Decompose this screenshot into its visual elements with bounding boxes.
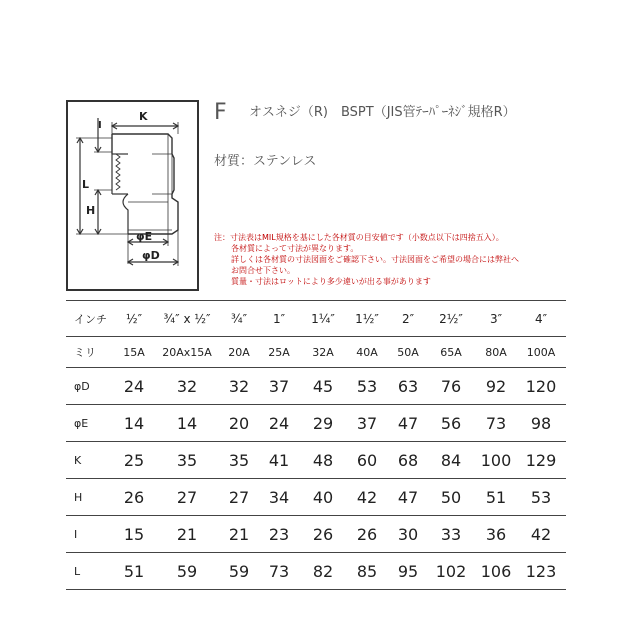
mm-cell: 50A — [390, 337, 426, 368]
value-cell: 37 — [344, 405, 390, 442]
inch-cell: 2½″ — [426, 301, 476, 337]
value-cell: 56 — [426, 405, 476, 442]
inch-cell: 1½″ — [344, 301, 390, 337]
note-line: 質量・寸法はロットにより多少違いが出る事があります — [231, 277, 431, 286]
row-header: I — [66, 516, 116, 553]
label-phi-d: φD — [142, 249, 160, 262]
fitting-drawing — [68, 102, 198, 290]
value-cell: 26 — [116, 479, 152, 516]
value-cell: 100 — [476, 442, 516, 479]
value-cell: 42 — [344, 479, 390, 516]
value-cell: 59 — [152, 553, 222, 590]
mm-row — [66, 337, 566, 368]
value-cell: 32 — [222, 368, 256, 405]
value-cell: 73 — [256, 553, 302, 590]
inch-cell: 4″ — [516, 301, 566, 337]
label-i: I — [98, 120, 102, 131]
value-cell: 35 — [152, 442, 222, 479]
dimension-table — [66, 300, 566, 590]
value-cell: 14 — [116, 405, 152, 442]
value-cell: 76 — [426, 368, 476, 405]
inch-cell: 1¼″ — [302, 301, 344, 337]
value-cell: 120 — [516, 368, 566, 405]
value-cell: 33 — [426, 516, 476, 553]
mm-cell: 15A — [116, 337, 152, 368]
row-header: φE — [66, 405, 116, 442]
mm-cell: 65A — [426, 337, 476, 368]
label-k: K — [139, 110, 148, 123]
value-cell: 51 — [116, 553, 152, 590]
value-cell: 36 — [476, 516, 516, 553]
value-cell: 26 — [344, 516, 390, 553]
table-row — [66, 479, 566, 516]
mm-cell: 20A — [222, 337, 256, 368]
value-cell: 123 — [516, 553, 566, 590]
inch-cell: ¾″ — [222, 301, 256, 337]
value-cell: 102 — [426, 553, 476, 590]
value-cell: 21 — [222, 516, 256, 553]
note-line: 注：寸法表はMIL規格を基にした各材質の目安値です（小数点以下は四捨五入）。 — [214, 233, 504, 242]
table-row — [66, 368, 566, 405]
value-cell: 85 — [344, 553, 390, 590]
value-cell: 84 — [426, 442, 476, 479]
notes-block — [214, 232, 519, 287]
value-cell: 15 — [116, 516, 152, 553]
value-cell: 26 — [302, 516, 344, 553]
note-line: お問合せ下さい。 — [231, 266, 295, 275]
value-cell: 63 — [390, 368, 426, 405]
mm-cell: 40A — [344, 337, 390, 368]
row-header: H — [66, 479, 116, 516]
inch-row — [66, 301, 566, 337]
value-cell: 27 — [152, 479, 222, 516]
inch-cell: 3″ — [476, 301, 516, 337]
note-line: 詳しくは各材質の寸法図面をご確認下さい。寸法図面をご希望の場合には弊社へ — [231, 255, 519, 264]
value-cell: 92 — [476, 368, 516, 405]
value-cell: 42 — [516, 516, 566, 553]
value-cell: 50 — [426, 479, 476, 516]
table-row — [66, 516, 566, 553]
value-cell: 27 — [222, 479, 256, 516]
value-cell: 41 — [256, 442, 302, 479]
inch-cell: 2″ — [390, 301, 426, 337]
table-row — [66, 442, 566, 479]
value-cell: 47 — [390, 479, 426, 516]
label-l: L — [82, 178, 90, 191]
value-cell: 129 — [516, 442, 566, 479]
value-cell: 51 — [476, 479, 516, 516]
value-cell: 34 — [256, 479, 302, 516]
row-header-mm: ミリ — [66, 337, 116, 368]
note-line: 各材質によって寸法が異なります。 — [231, 244, 359, 253]
value-cell: 20 — [222, 405, 256, 442]
label-h: H — [86, 204, 96, 217]
mm-cell: 100A — [516, 337, 566, 368]
value-cell: 95 — [390, 553, 426, 590]
table-row — [66, 553, 566, 590]
value-cell: 30 — [390, 516, 426, 553]
value-cell: 60 — [344, 442, 390, 479]
value-cell: 45 — [302, 368, 344, 405]
value-cell: 37 — [256, 368, 302, 405]
value-cell: 32 — [152, 368, 222, 405]
inch-cell: 1″ — [256, 301, 302, 337]
value-cell: 14 — [152, 405, 222, 442]
material-label: 材質：ステンレス — [214, 154, 317, 169]
value-cell: 23 — [256, 516, 302, 553]
value-cell: 35 — [222, 442, 256, 479]
dimension-diagram — [66, 100, 199, 291]
row-header: φD — [66, 368, 116, 405]
value-cell: 53 — [516, 479, 566, 516]
value-cell: 25 — [116, 442, 152, 479]
value-cell: 29 — [302, 405, 344, 442]
value-cell: 68 — [390, 442, 426, 479]
label-phi-e: φE — [136, 230, 153, 243]
value-cell: 98 — [516, 405, 566, 442]
value-cell: 73 — [476, 405, 516, 442]
product-code: F — [214, 100, 227, 125]
value-cell: 24 — [256, 405, 302, 442]
product-title — [214, 100, 516, 125]
mm-cell: 32A — [302, 337, 344, 368]
mm-cell: 25A — [256, 337, 302, 368]
value-cell: 82 — [302, 553, 344, 590]
row-header: K — [66, 442, 116, 479]
value-cell: 59 — [222, 553, 256, 590]
inch-cell: ¾″ x ½″ — [152, 301, 222, 337]
mm-cell: 80A — [476, 337, 516, 368]
row-header-inch: インチ — [66, 301, 116, 337]
mm-cell: 20Ax15A — [152, 337, 222, 368]
value-cell: 48 — [302, 442, 344, 479]
row-header: L — [66, 553, 116, 590]
product-description: オスネジ（R) BSPT（JIS管ﾃｰﾊﾟｰﾈｼﾞ規格R） — [249, 105, 516, 120]
value-cell: 53 — [344, 368, 390, 405]
value-cell: 21 — [152, 516, 222, 553]
value-cell: 40 — [302, 479, 344, 516]
value-cell: 24 — [116, 368, 152, 405]
value-cell: 106 — [476, 553, 516, 590]
value-cell: 47 — [390, 405, 426, 442]
inch-cell: ½″ — [116, 301, 152, 337]
table-row — [66, 405, 566, 442]
